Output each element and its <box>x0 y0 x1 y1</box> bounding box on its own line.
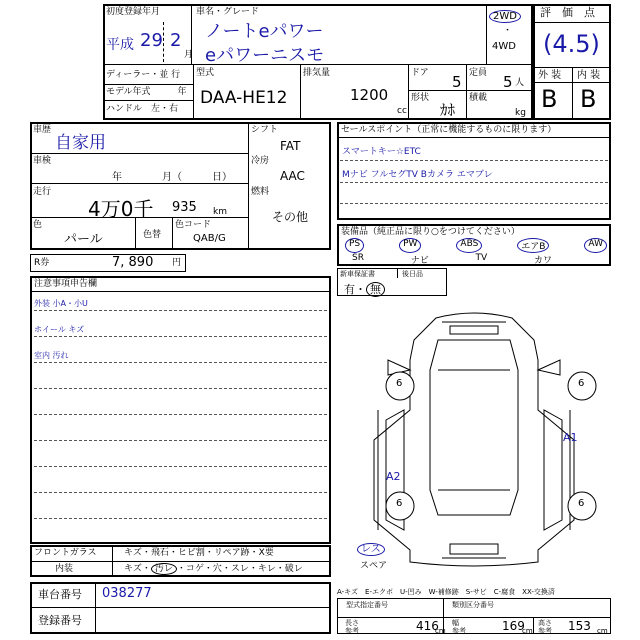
dealer-label: ディーラー・並 行 <box>106 70 181 80</box>
model-year-label: モデル年式 年 <box>106 87 187 97</box>
handle-label: ハンドル 左・右 <box>106 104 179 114</box>
glass-label: フロントガラス <box>34 548 97 558</box>
equip-airbag: エアB <box>517 238 549 253</box>
mileage-main: 4万0千 <box>88 197 154 221</box>
first-reg-label: 初度登録年月 <box>106 7 161 17</box>
height-unit: cm <box>597 627 608 635</box>
length-label: 長さ <box>345 619 359 627</box>
equip-aw: AW <box>584 238 607 253</box>
ac-value: AAC <box>280 169 305 183</box>
note-line-2: ホイール キズ <box>34 325 85 334</box>
fuel-value: その他 <box>272 210 309 224</box>
r-ticket-label: R券 <box>34 258 50 268</box>
height-ref: 参考 <box>538 627 552 635</box>
usage-value: 自家用 <box>55 133 106 153</box>
damage-legend: A-キズ E-エクボ U-凹み W-補修跡 S-サビ C-腐食 XX-交換済 <box>337 588 555 596</box>
shift-label: シフト <box>251 125 279 135</box>
car-name: ノートeパワー <box>205 21 324 42</box>
tire-front-right-value: 6 <box>578 378 585 389</box>
interior-row-options: キズ・ 汚レ ・コゲ・穴・スレ・キレ・破レ <box>124 564 303 574</box>
displacement-label: 排気量 <box>303 68 331 78</box>
damage-a1: A1 <box>563 431 578 444</box>
r-ticket-value: 7, 890 <box>112 255 154 270</box>
tire-rear-left-value: 6 <box>396 498 403 509</box>
car-grade: eパワーニスモ <box>205 45 325 66</box>
glass-options: キズ・飛石・ヒビ割・リペア跡・X要 <box>124 548 274 558</box>
colorcode-value: QAB/G <box>193 233 226 244</box>
drive-4wd: 4WD <box>492 41 516 52</box>
registration-label: 登録番号 <box>38 614 82 627</box>
equip-leather: カワ <box>533 256 552 266</box>
warranty-options: 有・ 無 <box>344 281 385 297</box>
colorcode-label: 色コード <box>175 220 212 230</box>
interior-label: 内 装 <box>577 70 601 81</box>
height-value: 153 <box>568 619 591 633</box>
equipment-row-2 <box>352 253 552 266</box>
interior-grade: B <box>580 85 597 113</box>
usage-label: 車歴 <box>33 125 52 135</box>
cc-unit: cc <box>397 106 407 116</box>
color-value: パール <box>64 232 103 247</box>
r-ticket-box <box>30 254 186 272</box>
warranty-label: 新車保証書 <box>340 270 375 278</box>
equipment-row-1 <box>345 238 607 253</box>
color-change-label: 色替 <box>143 230 162 240</box>
score-value: (4.5) <box>543 30 600 58</box>
sales-point-title: セールスポイント（正常に機能するものに限ります） <box>341 125 557 135</box>
score-label: 評 価 点 <box>540 6 595 19</box>
chassis-number: 038277 <box>102 586 152 601</box>
shift-value: FAT <box>280 139 301 153</box>
equip-abs: ABS <box>456 238 482 253</box>
reg-month: 2 <box>170 30 182 51</box>
spare-label: スペア <box>360 561 388 571</box>
after-label: 後日品 <box>402 270 423 278</box>
katashiki-category-label: 型式指定番号 <box>346 601 388 609</box>
width-label: 幅 <box>452 619 459 627</box>
height-label: 高さ <box>538 619 552 627</box>
shape-value: ｶﾎ <box>440 101 456 119</box>
drive-dot: ・ <box>503 26 513 36</box>
tire-rear-right-value: 6 <box>578 498 585 509</box>
capacity-value: 5 <box>503 73 513 91</box>
capacity-label: 定員 <box>469 68 488 78</box>
color-label: 色 <box>33 220 43 230</box>
note-line-1: 外装 小A・小U <box>34 299 88 308</box>
door-label: ドア <box>411 68 429 78</box>
inspection-label: 車検 <box>33 156 52 166</box>
yen-unit: 円 <box>172 258 182 268</box>
katashiki-value: DAA-HE12 <box>200 88 288 108</box>
era: 平成 <box>106 37 134 53</box>
chassis-label: 車台番号 <box>38 588 82 601</box>
damage-a2: A2 <box>386 470 401 483</box>
length-ref: 参考 <box>345 627 359 635</box>
mileage-sub: 935 <box>172 200 197 215</box>
exterior-grade: B <box>541 85 558 113</box>
inspection-value: 年 月（ 日） <box>112 172 232 183</box>
equip-ps: PS <box>345 238 364 253</box>
loading-label: 積載 <box>469 93 488 103</box>
note-line-3: 室内 汚れ <box>34 351 69 360</box>
width-unit: cm <box>522 627 533 635</box>
drive-2wd: 2WD <box>489 12 521 22</box>
door-value: 5 <box>452 73 462 91</box>
spare-les: レス <box>357 540 385 555</box>
km-unit: km <box>213 207 227 217</box>
car-grade-label: 車名・グレード <box>196 7 260 17</box>
reg-year: 29 <box>140 30 163 51</box>
width-value: 169 <box>502 619 525 633</box>
katashiki-label: 型式 <box>196 68 215 78</box>
notes-title: 注意事項申告欄 <box>34 279 98 289</box>
capacity-unit: 人 <box>515 78 525 88</box>
month-unit: 月 <box>184 50 194 60</box>
length-value: 416 <box>416 619 439 633</box>
interior-row-label: 内装 <box>55 564 74 574</box>
fuel-label: 燃料 <box>251 187 270 197</box>
equip-pw: PW <box>399 238 421 253</box>
equip-navi: ナビ <box>410 256 429 266</box>
mileage-label: 走行 <box>33 187 52 197</box>
sales-line-1: スマートキー☆ETC <box>342 147 421 157</box>
displacement-value: 1200 <box>350 86 389 104</box>
ac-label: 冷房 <box>251 156 270 166</box>
sales-line-2: Mナビ フルセグTV Bカメラ エマブレ <box>342 170 493 180</box>
class-category-label: 類別区分番号 <box>452 601 494 609</box>
equip-sr: SR <box>352 253 364 263</box>
length-unit: cm <box>435 627 446 635</box>
shape-label: 形状 <box>411 93 430 103</box>
equip-tv: TV <box>475 253 488 263</box>
exterior-label: 外 装 <box>538 70 562 81</box>
width-ref: 参考 <box>452 627 466 635</box>
tire-front-left-value: 6 <box>396 378 403 389</box>
notes-block <box>30 276 331 544</box>
equipment-title: 装備品（純正品に限り○をつけてください） <box>341 227 520 237</box>
kg-unit: kg <box>515 108 526 118</box>
